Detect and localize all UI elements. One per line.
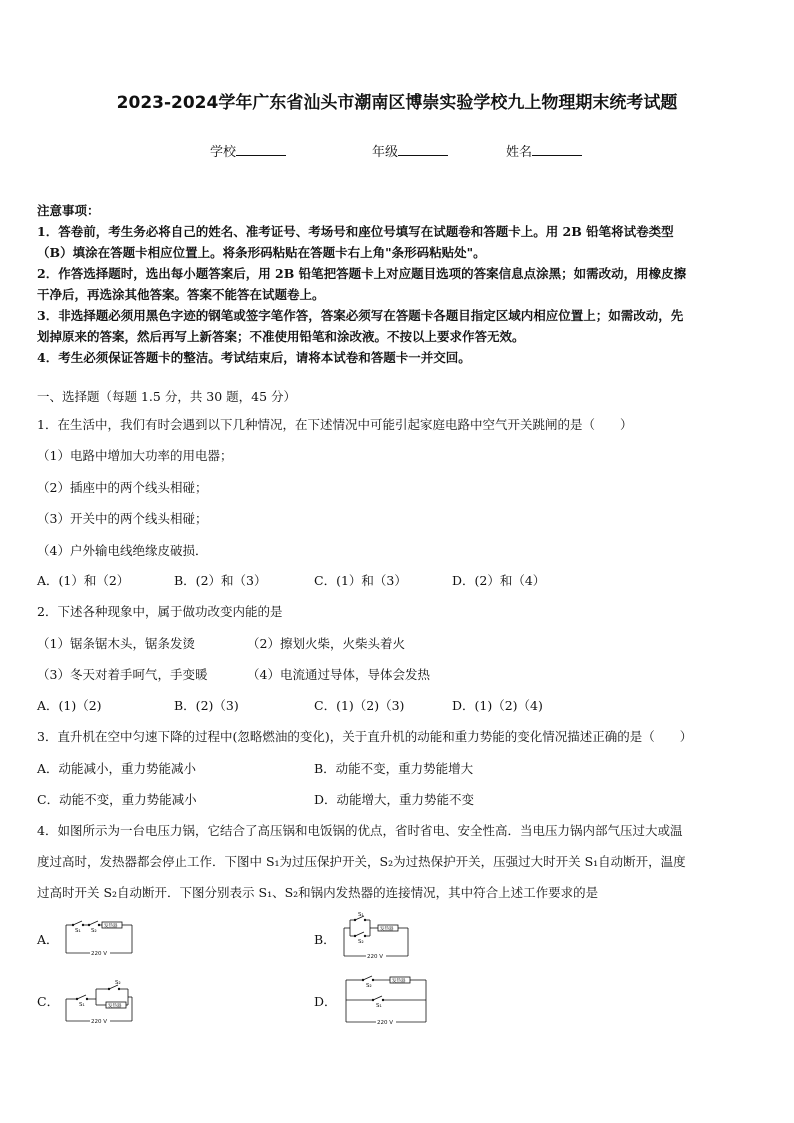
switch-s2-label: S₂ <box>91 928 97 934</box>
q2-item: （3）冬天对着手呵气，手变暖 <box>37 667 208 682</box>
notice-line: 2．作答选择题时，选出每小题答案后，用 2B 铅笔把答题卡上对应题目选项的答案信息点涂黑；如需改动，用橡皮擦 <box>37 266 687 281</box>
heater-label: 发热器 <box>104 924 118 929</box>
school-blank[interactable] <box>236 143 286 156</box>
voltage-label: 220 V <box>367 954 384 960</box>
switch-s1-label: S₁ <box>358 912 364 918</box>
page-title: 2023-2024学年广东省汕头市潮南区博崇实验学校九上物理期末统考试题 <box>116 93 678 113</box>
q1-option-b[interactable]: B．(2）和（3） <box>174 573 267 588</box>
question-4-stem: 度过高时，发热器都会停止工作．下图中 S₁为过压保护开关，S₂为过热保护开关，压强过大时开关 S₁自动断开，温度 <box>37 854 686 869</box>
grade-label: 年级 <box>372 145 399 160</box>
q1-item: （1）电路中增加大功率的用电器； <box>37 448 233 463</box>
grade-blank[interactable] <box>398 143 448 156</box>
question-4-stem: 过高时开关 S₂自动断开．下图分别表示 S₁、S₂和锅内发热器的连接情况，其中符合上述工作要求的是 <box>37 885 599 900</box>
circuit-diagram-b[interactable] <box>338 910 414 962</box>
switch-s1-label: S₁ <box>79 1002 85 1008</box>
q4-option-d[interactable]: D． <box>314 994 337 1009</box>
q3-option-d[interactable]: D．动能增大，重力势能不变 <box>314 792 475 807</box>
question-4-stem: 4．如图所示为一台电压力锅，它结合了高压锅和电饭锅的优点，省时省电、安全性高．当电压力锅内部气压过大或温 <box>37 823 683 838</box>
name-field[interactable] <box>506 141 582 160</box>
voltage-label: 220 V <box>91 951 108 957</box>
notice-line: 3．非选择题必须用黑色字迹的钢笔或签字笔作答，答案必须写在答题卡各题目指定区域内相应位置上；如需改动，先 <box>37 308 684 323</box>
voltage-label: 220 V <box>91 1019 108 1025</box>
notice-line: 1．答卷前，考生务必将自己的姓名、准考证号、考场号和座位号填写在试题卷和答题卡上。用 2B 铅笔将试卷类型 <box>37 224 674 239</box>
notice-line: 干净后，再选涂其他答案。答案不能答在试题卷上。 <box>37 287 325 302</box>
switch-s1-label: S₁ <box>75 928 81 934</box>
q1-item: （4）户外输电线绝缘皮破损． <box>37 543 208 558</box>
q2-item: （1）锯条锯木头，锯条发烫 <box>37 636 195 651</box>
switch-s1-label: S₁ <box>376 1003 382 1009</box>
q2-option-a[interactable]: A．(1)（2) <box>37 698 102 713</box>
heater-label: 发热器 <box>392 979 406 984</box>
name-label: 姓名 <box>506 145 533 160</box>
question-3-stem: 3．直升机在空中匀速下降的过程中(忽略燃油的变化)，关于直升机的动能和重力势能的变化情况描述正确的是（ ） <box>37 729 693 744</box>
voltage-label: 220 V <box>377 1020 394 1026</box>
switch-s2-label: S₂ <box>358 939 364 945</box>
section-heading: 一、选择题（每题 1.5 分，共 30 题，45 分） <box>37 389 297 404</box>
name-blank[interactable] <box>532 143 582 156</box>
school-field[interactable] <box>210 141 286 160</box>
question-1-stem: 1．在生活中，我们有时会遇到以下几种情况，在下述情况中可能引起家庭电路中空气开关跳闸的是（ ） <box>37 417 633 432</box>
q4-option-a[interactable]: A． <box>37 932 59 947</box>
q1-option-c[interactable]: C．(1）和（3） <box>314 573 407 588</box>
heater-label: 发热器 <box>108 1004 122 1009</box>
switch-s2-label: S₂ <box>115 980 121 986</box>
q2-item: （4）电流通过导体，导体会发热 <box>247 667 430 682</box>
notice-heading: 注意事项： <box>37 203 100 218</box>
q1-option-a[interactable]: A．(1）和（2） <box>37 573 130 588</box>
question-2-stem: 2．下述各种现象中，属于做功改变内能的是 <box>37 604 283 619</box>
q3-option-a[interactable]: A．动能减小，重力势能减小 <box>37 761 197 776</box>
school-label: 学校 <box>210 145 237 160</box>
q1-item: （3）开关中的两个线头相碰； <box>37 511 208 526</box>
grade-field[interactable] <box>372 141 448 160</box>
q4-option-b[interactable]: B． <box>314 932 336 947</box>
switch-s2-label: S₂ <box>366 983 372 989</box>
q3-option-b[interactable]: B．动能不变，重力势能增大 <box>314 761 474 776</box>
q1-option-d[interactable]: D．(2）和（4） <box>452 573 546 588</box>
notice-line: 划掉原来的答案，然后再写上新答案；不准使用铅笔和涂改液。不按以上要求作答无效。 <box>37 329 525 344</box>
circuit-diagram-a[interactable] <box>62 915 138 961</box>
circuit-diagram-c[interactable] <box>62 975 138 1027</box>
notice-line: （B）填涂在答题卡相应位置上。将条形码粘贴在答题卡右上角"条形码粘贴处"。 <box>37 245 486 260</box>
q2-option-d[interactable]: D．(1)（2)（4) <box>452 698 543 713</box>
circuit-diagram-d[interactable] <box>340 970 432 1028</box>
q1-item: （2）插座中的两个线头相碰； <box>37 480 208 495</box>
heater-label: 发热器 <box>380 927 394 932</box>
q2-item: （2）擦划火柴，火柴头着火 <box>247 636 405 651</box>
q2-option-b[interactable]: B．(2)（3) <box>174 698 239 713</box>
notice-line: 4．考生必须保证答题卡的整洁。考试结束后，请将本试卷和答题卡一并交回。 <box>37 350 471 365</box>
q4-option-c[interactable]: C． <box>37 994 60 1009</box>
q2-option-c[interactable]: C．(1)（2)（3) <box>314 698 405 713</box>
q3-option-c[interactable]: C．动能不变，重力势能减小 <box>37 792 197 807</box>
